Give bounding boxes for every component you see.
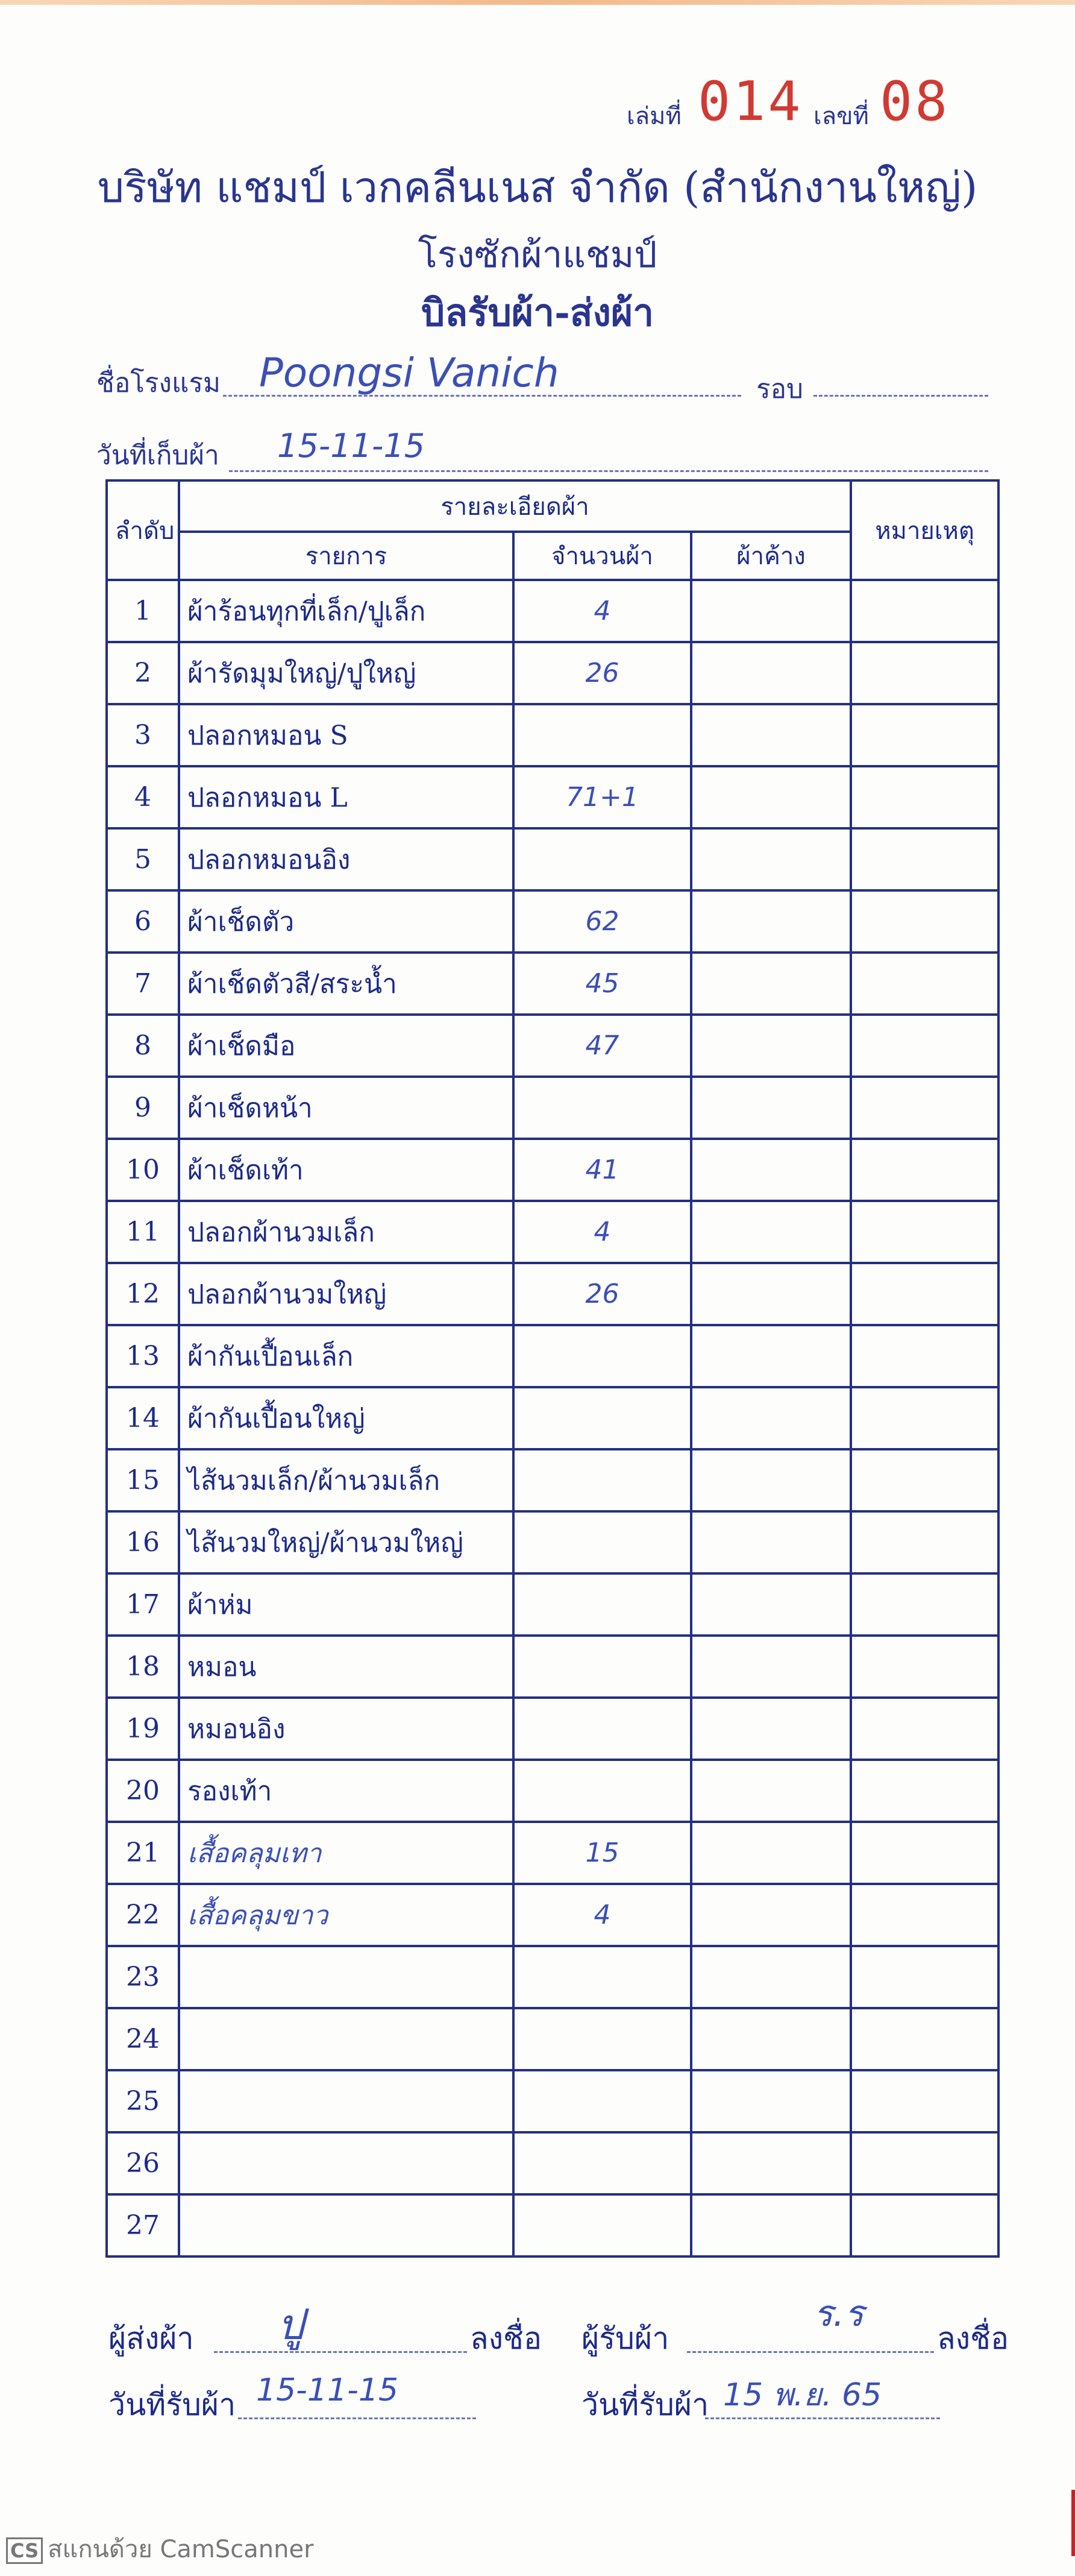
- row-stain: [691, 1449, 851, 1511]
- row-number: 23: [107, 1946, 179, 2008]
- row-stain: [691, 828, 851, 890]
- row-note: [851, 1139, 998, 1201]
- row-number: 20: [107, 1760, 179, 1822]
- header-qty: จำนวนผ้า: [513, 532, 691, 580]
- table-row: [107, 953, 998, 1015]
- top-color-stripe: [0, 0, 1075, 5]
- row-item: [179, 1946, 513, 2008]
- row-note: [851, 1387, 998, 1449]
- sender-label: ผู้ส่งผ้า: [108, 2321, 194, 2356]
- row-quantity: [513, 1946, 691, 2008]
- row-item: หมอนอิง: [179, 1698, 513, 1760]
- row-number: 10: [107, 1139, 179, 1201]
- row-item: ผ้ารัดมุมใหญ่/ปูใหญ่: [179, 642, 513, 704]
- table-row: [107, 1139, 998, 1201]
- row-note: [851, 1325, 998, 1387]
- row-stain: [691, 1139, 851, 1201]
- receiver-underline: [687, 2351, 934, 2353]
- row-stain: [691, 704, 851, 766]
- row-note: [851, 2070, 998, 2132]
- table-row: [107, 704, 998, 766]
- recv-date-value: 15-11-15: [256, 2372, 399, 2408]
- header-stain: ผ้าค้าง: [691, 532, 851, 580]
- row-quantity: [513, 2194, 691, 2256]
- row-quantity: 4: [513, 1884, 691, 1946]
- pickup-date-value: 15-11-15: [277, 427, 425, 465]
- hotel-label: ชื่อโรงแรม: [96, 368, 221, 398]
- row-item: ผ้าเช็ดหน้า: [179, 1077, 513, 1139]
- row-note: [851, 766, 998, 828]
- row-stain: [691, 1263, 851, 1325]
- row-stain: [691, 766, 851, 828]
- table-row: [107, 1698, 998, 1760]
- table-row: [107, 1636, 998, 1698]
- row-note: [851, 1511, 998, 1573]
- row-item: รองเท้า: [179, 1760, 513, 1822]
- row-quantity: 47: [513, 1015, 691, 1077]
- round-label: รอบ: [756, 374, 803, 405]
- row-number: 3: [107, 704, 179, 766]
- row-note: [851, 1077, 998, 1139]
- row-item: ผ้าเช็ดตัวสี/สระน้ำ: [179, 953, 513, 1015]
- row-item: ปลอกผ้านวมใหญ่: [179, 1263, 513, 1325]
- row-quantity: 15: [513, 1822, 691, 1884]
- row-stain: [691, 1511, 851, 1573]
- linen-table: [105, 479, 1000, 2258]
- row-quantity: [513, 2008, 691, 2070]
- table-row: [107, 2132, 998, 2194]
- row-item: ไส้นวมใหญ่/ผ้านวมใหญ่: [179, 1511, 513, 1573]
- row-quantity: [513, 1449, 691, 1511]
- row-number: 4: [107, 766, 179, 828]
- row-note: [851, 580, 998, 642]
- form-number: 08: [880, 70, 950, 133]
- row-quantity: 4: [513, 1201, 691, 1263]
- book-label: เล่มที่: [627, 102, 682, 130]
- table-row: [107, 1822, 998, 1884]
- company-name: บริษัท แชมป์ เวกคลีนเนส จำกัด (สำนักงานใหญ่): [97, 163, 978, 212]
- row-stain: [691, 1077, 851, 1139]
- table-row: [107, 1015, 998, 1077]
- row-item: ปลอกหมอนอิง: [179, 828, 513, 890]
- row-note: [851, 1822, 998, 1884]
- table-row: [107, 2008, 998, 2070]
- row-note: [851, 704, 998, 766]
- row-stain: [691, 1573, 851, 1636]
- table-body: [107, 580, 998, 2256]
- row-note: [851, 1636, 998, 1698]
- row-quantity: 71+1: [513, 766, 691, 828]
- row-note: [851, 1449, 998, 1511]
- row-quantity: [513, 1760, 691, 1822]
- row-stain: [691, 1201, 851, 1263]
- row-number: 15: [107, 1449, 179, 1511]
- number-label: เลขที่: [813, 102, 869, 130]
- row-quantity: [513, 1573, 691, 1636]
- edge-mark: [1071, 2490, 1075, 2556]
- camscanner-text: สแกนด้วย CamScanner: [48, 2536, 314, 2563]
- table-row: [107, 2194, 998, 2256]
- row-item: [179, 2194, 513, 2256]
- row-item: หมอน: [179, 1636, 513, 1698]
- row-stain: [691, 642, 851, 704]
- camscanner-watermark: [6, 2530, 314, 2568]
- row-stain: [691, 1946, 851, 2008]
- row-number: 18: [107, 1636, 179, 1698]
- row-stain: [691, 2132, 851, 2194]
- row-number: 14: [107, 1387, 179, 1449]
- table-row: [107, 1325, 998, 1387]
- row-stain: [691, 1698, 851, 1760]
- table-row: [107, 580, 998, 642]
- row-number: 24: [107, 2008, 179, 2070]
- row-item: ปลอกหมอน L: [179, 766, 513, 828]
- row-number: 12: [107, 1263, 179, 1325]
- row-note: [851, 2008, 998, 2070]
- row-number: 21: [107, 1822, 179, 1884]
- row-quantity: [513, 1636, 691, 1698]
- recv-date-underline: [238, 2417, 476, 2419]
- sender-signature: ปู: [277, 2300, 304, 2349]
- header-item: รายการ: [179, 532, 513, 580]
- row-quantity: [513, 704, 691, 766]
- row-quantity: [513, 1511, 691, 1573]
- row-item: ไส้นวมเล็ก/ผ้านวมเล็ก: [179, 1449, 513, 1511]
- row-stain: [691, 580, 851, 642]
- header-note: หมายเหตุ: [851, 480, 998, 580]
- row-stain: [691, 1636, 851, 1698]
- table-row: [107, 1387, 998, 1449]
- row-quantity: 26: [513, 642, 691, 704]
- sender-underline: [214, 2351, 467, 2353]
- row-quantity: 45: [513, 953, 691, 1015]
- row-stain: [691, 1015, 851, 1077]
- row-quantity: 26: [513, 1263, 691, 1325]
- row-number: 8: [107, 1015, 179, 1077]
- table-row: [107, 1201, 998, 1263]
- row-number: 1: [107, 580, 179, 642]
- row-stain: [691, 1822, 851, 1884]
- row-note: [851, 828, 998, 890]
- row-note: [851, 1698, 998, 1760]
- row-item: [179, 2008, 513, 2070]
- table-row: [107, 1760, 998, 1822]
- serial-block: [627, 72, 964, 139]
- row-quantity: [513, 1077, 691, 1139]
- table-row: [107, 1263, 998, 1325]
- row-note: [851, 1263, 998, 1325]
- row-quantity: [513, 2132, 691, 2194]
- row-item: ปลอกผ้านวมเล็ก: [179, 1201, 513, 1263]
- row-quantity: 4: [513, 580, 691, 642]
- row-number: 19: [107, 1698, 179, 1760]
- table-row: [107, 1511, 998, 1573]
- table-row: [107, 1573, 998, 1636]
- row-stain: [691, 2194, 851, 2256]
- round-underline: [813, 395, 988, 397]
- row-number: 17: [107, 1573, 179, 1636]
- receiver-label: ผู้รับผ้า: [581, 2321, 669, 2356]
- row-item: ผ้าเช็ดเท้า: [179, 1139, 513, 1201]
- table-row: [107, 1077, 998, 1139]
- row-item: ผ้ากันเปื้อนใหญ่: [179, 1387, 513, 1449]
- row-number: 27: [107, 2194, 179, 2256]
- row-note: [851, 2194, 998, 2256]
- recv-date-label: วันที่รับผ้า: [108, 2387, 236, 2422]
- row-note: [851, 642, 998, 704]
- row-quantity: 41: [513, 1139, 691, 1201]
- row-note: [851, 1573, 998, 1636]
- row-stain: [691, 1325, 851, 1387]
- pickup-date-label: วันที่เก็บผ้า: [96, 440, 219, 471]
- table-row: [107, 2070, 998, 2132]
- form-title: บิลรับผ้า-ส่งผ้า: [421, 291, 654, 335]
- row-quantity: [513, 828, 691, 890]
- row-item: [179, 2070, 513, 2132]
- row-number: 16: [107, 1511, 179, 1573]
- row-item: ผ้าร้อนทุกที่เล็ก/ปูเล็ก: [179, 580, 513, 642]
- row-note: [851, 1760, 998, 1822]
- row-stain: [691, 953, 851, 1015]
- row-item: ผ้าห่ม: [179, 1573, 513, 1636]
- row-stain: [691, 1760, 851, 1822]
- receiver-signature: ร.ร: [813, 2293, 864, 2335]
- table-row: [107, 890, 998, 953]
- table-row: [107, 1449, 998, 1511]
- recv-date-label-2: วันที่รับผ้า: [581, 2387, 709, 2422]
- book-number: 014: [698, 70, 803, 133]
- table-row: [107, 1884, 998, 1946]
- row-item: เสื้อคลุมขาว: [179, 1884, 513, 1946]
- table-row: [107, 766, 998, 828]
- row-item: ผ้าเช็ดมือ: [179, 1015, 513, 1077]
- row-note: [851, 1884, 998, 1946]
- row-number: 6: [107, 890, 179, 953]
- sender-sign-label: ลงชื่อ: [470, 2321, 542, 2356]
- row-quantity: [513, 1698, 691, 1760]
- row-note: [851, 890, 998, 953]
- receiver-sign-label: ลงชื่อ: [937, 2321, 1009, 2356]
- row-number: 2: [107, 642, 179, 704]
- row-number: 9: [107, 1077, 179, 1139]
- row-item: ปลอกหมอน S: [179, 704, 513, 766]
- row-item: เสื้อคลุมเทา: [179, 1822, 513, 1884]
- camscanner-logo: CS: [6, 2537, 43, 2564]
- row-stain: [691, 2070, 851, 2132]
- recv-date-value-2: 15 พ.ย. 65: [723, 2377, 882, 2413]
- header-details: รายละเอียดผ้า: [179, 480, 851, 532]
- hotel-value: Poongsi Vanich: [259, 350, 559, 396]
- row-number: 5: [107, 828, 179, 890]
- pickup-date-underline: [229, 470, 988, 472]
- row-number: 13: [107, 1325, 179, 1387]
- row-number: 25: [107, 2070, 179, 2132]
- row-number: 26: [107, 2132, 179, 2194]
- table-row: [107, 1946, 998, 2008]
- row-quantity: [513, 1387, 691, 1449]
- row-quantity: 62: [513, 890, 691, 953]
- row-item: [179, 2132, 513, 2194]
- row-note: [851, 1015, 998, 1077]
- row-quantity: [513, 2070, 691, 2132]
- table-row: [107, 828, 998, 890]
- row-note: [851, 1201, 998, 1263]
- row-stain: [691, 2008, 851, 2070]
- row-item: ผ้าเช็ดตัว: [179, 890, 513, 953]
- row-note: [851, 953, 998, 1015]
- row-number: 7: [107, 953, 179, 1015]
- row-item: ผ้ากันเปื้อนเล็ก: [179, 1325, 513, 1387]
- row-number: 22: [107, 1884, 179, 1946]
- row-note: [851, 2132, 998, 2194]
- header-no: ลำดับ: [107, 480, 179, 580]
- factory-name: โรงซักผ้าแชมป์: [418, 234, 657, 276]
- table-row: [107, 642, 998, 704]
- row-stain: [691, 1884, 851, 1946]
- row-number: 11: [107, 1201, 179, 1263]
- row-note: [851, 1946, 998, 2008]
- row-stain: [691, 1387, 851, 1449]
- row-quantity: [513, 1325, 691, 1387]
- row-stain: [691, 890, 851, 953]
